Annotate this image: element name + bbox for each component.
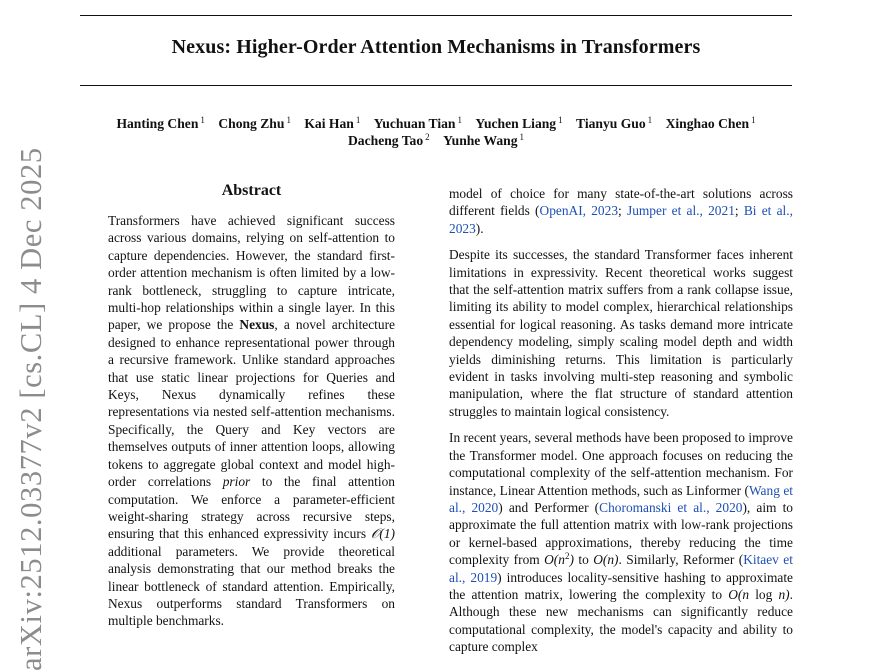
author-list-continued [80,133,792,149]
abstract-heading: Abstract [221,182,282,199]
bottom-rule [80,85,792,86]
author-list [80,116,792,132]
citation-link[interactable]: Wang et al., 2020 [449,482,793,515]
paper-title: Nexus: Higher-Order Attention Mechanisms in Transformers [171,36,701,58]
author: Kai Han $^1$ [304,115,361,131]
author: Yuchen Liang $^1$ [475,115,563,131]
method-name: Nexus [239,317,275,333]
author: Xinghao Chen $^1$ [665,115,756,131]
author: Hanting Chen $^1$ [116,115,205,131]
citation-link[interactable]: Choromanski et al., 2020 [599,499,743,515]
intro-paragraph: Despite its successes, the standard Transformer faces inherent limitations in expressivity. Recent theoretical works suggest that the self-attention matrix suffers from a rank collapse issue, limiting its ability to model complex, hierarchical relationships essential for logical reasoning. As tasks demand more intricate dependency modeling, simply scaling model depth and width yields diminishing returns. This limitation is particularly evident in tasks involving multi-step reasoning and symbolic manipulation, where the flat structure of standard attention struggles to maintain logical consistency. [449,247,793,419]
introduction-column [449,185,793,656]
author: Yunhe Wang $^1$ [443,132,524,148]
math-expression: 𝒪(1) [370,526,395,542]
citation-link[interactable]: Kitaev et al., 2019 [449,552,793,585]
citation-link[interactable]: OpenAI, 2023 [539,203,619,219]
author: Yuchuan Tian $^1$ [373,115,462,131]
citation-link[interactable]: Jumper et al., 2021 [626,203,735,219]
math-expression: O(n) [593,552,619,568]
author: Dacheng Tao $^2$ [347,132,430,148]
author: Tianyu Guo $^1$ [576,115,653,131]
citation-link[interactable]: Bi et al., 2023 [449,203,793,236]
intro-paragraph: In recent years, several methods have been proposed to improve the Transformer model. One approach focuses on reducing the computational complexity of the self-attention mechanism. For instance, Linear Attention methods, such as Linformer (Wang et al., 2020) and Performer (Choromanski et al., 2020), aim to approximate the full attention matrix with low-rank projections or kernel-based approximations, thereby reducing the time complexity from $O(n^2)$ to O(n). Similarly, Reformer (Kitaev et al., 2019) introduces locality-sensitive hashing to approximate the attention matrix, lowering the complexity to O(n log n). Although these new mechanisms can significantly reduce computational complexity, the model's capacity and ability to capture complex [449,430,794,655]
math-expression: O(n log n) [728,586,790,602]
abstract-paragraph: Transformers have achieved significant success across various domains, relying on self-attention to capture dependencies. However, the standard first-order attention mechanism is often limited by a low-rank bottleneck, struggling to capture intricate, multi-hop relationships within a single layer. In this paper, we propose the Nexus, a novel architecture designed to enhance representational power through a recursive framework. Unlike standard approaches that use static linear projections for Queries and Keys, Nexus dynamically refines these representations via nested self-attention mechanisms. Specifically, the Query and Key vectors are themselves outputs of inner attention loops, allowing tokens to aggregate global context and model high-order correlations prior to the final attention computation. We enforce a parameter-efficient weight-sharing strategy across recursive steps, ensuring that this enhanced expressivity incurs 𝒪(1) additional parameters. We provide theoretical analysis demonstrating that our method breaks the linear bottleneck of standard attention. Empirically, Nexus outperforms standard Transformers on multiple benchmarks. [108,213,395,629]
author: Chong Zhu $^1$ [218,115,291,131]
arxiv-identifier: arXiv:2512.03377v2 [cs.CL] 4 Dec 2025 [14,147,48,671]
math-expression: $O(n^2)$ [544,551,574,568]
intro-paragraph: model of choice for many state-of-the-art solutions across different fields (OpenAI, 2023; Jumper et al., 2021; Bi et al., 2023). [449,186,793,236]
top-rule [80,15,792,16]
abstract-body [108,212,395,630]
